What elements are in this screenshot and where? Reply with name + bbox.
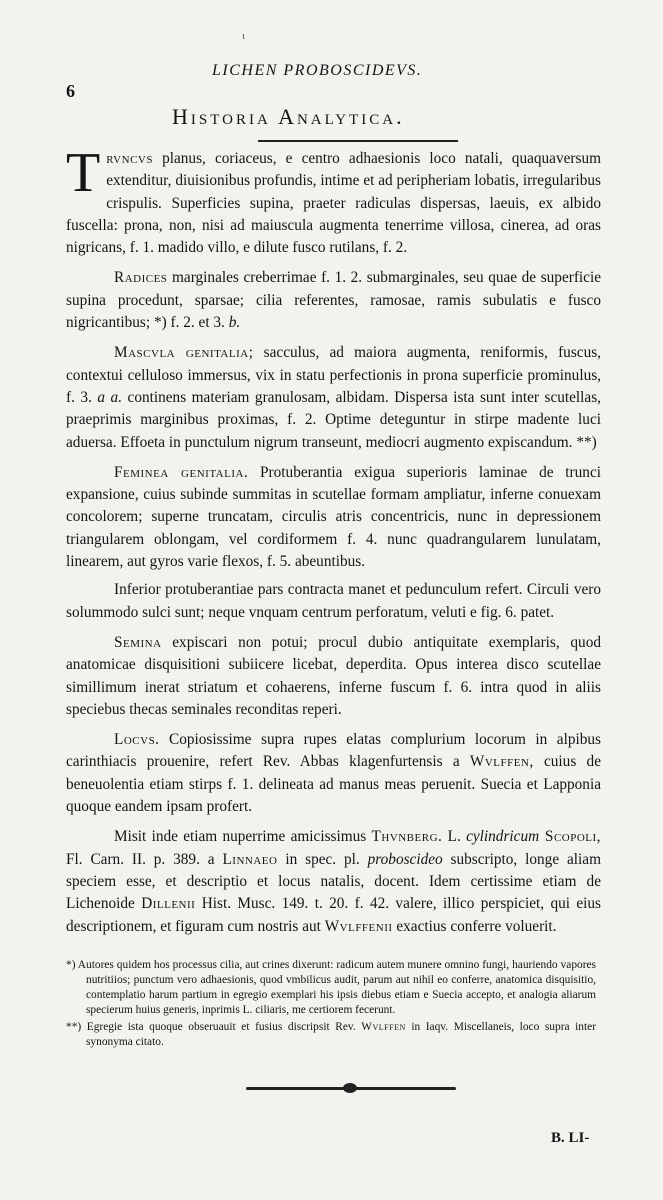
paragraph-radices: Radices marginales creberrimae f. 1. 2. submarginales, seu quae de superficie supina procedunt, sparsae; cilia referentes, ramosae, ramis subulatis e fusco nigricantibus; *) f. 2. et 3. b.	[66, 269, 601, 332]
section-title: Historia Analytica.	[172, 104, 405, 129]
main-text	[66, 142, 602, 938]
ornamental-rule	[246, 1083, 456, 1093]
footnote-1: *) Autores quidem hos processus cilia, aut crines dixerunt: radicum autem munere omnino fungi, hauriendo vapores nutritiios; punctum vero adhaesionis, quod vmbilicus audit, parum aut nihil eo conferre, anatomica disquisitio, contemplatio harum partium in egregio exemplari his ipsis diebus etiam e Suecia accepto, et analogia aliarum specierum huius generis, inprimis L. ciliaris, me certiorem fecerunt.	[66, 959, 596, 1016]
paragraph-mascula: Mascvla genitalia; sacculus, ad maiora augmenta, reniformis, fuscus, contextui celluloso immersus, vix in statu perfectionis in prona superficie prominulus, f. 3. a a. continens materiam granulosam, albidam. Dispersa ista sunt inter scutellas, praeprimis marginibus proximas, f. 2. Optime deteguntur in stirpe madente luci aduersa. Effoeta in punctulum nigrum transeunt, mediocri augmento expiscandum. **)	[66, 344, 602, 451]
footnotes	[66, 958, 596, 1052]
paragraph-misit: Misit inde etiam nuperrime amicissimus Thvnberg. L. cylindricum Scopoli, Fl. Carn. II. p. 389. a Linnaeo in spec. pl. proboscideo subscripto, longe aliam speciem esse, et descriptio et locus natalis, docent. Idem certissime etiam de Lichenoide Dillenii Hist. Musc. 149. t. 20. f. 42. valere, illico perspiciet, qui eius descriptionem, et figuram cum nostris aut Wvlffenii exactius conferre voluerit.	[66, 828, 601, 935]
title-rule	[258, 140, 458, 142]
catchword: B. LI-	[551, 1130, 590, 1146]
page-number: 6	[66, 81, 75, 101]
paragraph-locus: Locvs. Copiosissime supra rupes elatas complurium locorum in alpibus carinthiacis prouenire, refert Rev. Abbas klagenfurtensis a Wvlffen, cuius de beneuolentia etiam stirps f. 1. delineata ad manus meas peruenit. Suecia et Lapponia quoque eandem ipsam profert.	[66, 731, 601, 816]
paragraph-inferior: Inferior protuberantiae pars contracta manet et pedunculum refert. Circuli vero solummodo sulci sunt; neque vnquam centrum perforatum, veluti e fig. 6. patet.	[66, 581, 601, 621]
drop-cap: T	[66, 142, 101, 204]
paragraph-truncus: Trvncvs planus, coriaceus, e centro adhaesionis loco natali, quaquaversum extenditur, diuisionibus profundis, intime et ad peripheriam lobatis, irregularibus crispulis. Superficies supina, praeter radiculas dispersas, laeuis, ex albido fuscella: prona, non, nisi ad maiuscula augmenta tenerrime villosa, cinerea, ad oras nigricans, f. 1. madido villo, e dilute fusco rutilans, f. 2.	[66, 142, 601, 257]
paragraph-semina: Semina expiscari non potui; procul dubio antiquitate exemplaris, quod anatomicae disquisitioni subiicere licebat, deperdita. Opus interea disco scutellae simillimum inerat striatum et cohaerens, inferne fuscum f. 6. intra quod in aliis speciebus thecas seminales reconditas reperi.	[66, 633, 601, 718]
paragraph-feminea: Feminea genitalia. Protuberantia exigua superioris laminae de trunci expansione, cuius subinde summitas in scutellae formam ampliatur, inferne conuexam concolorem; superne truncatam, circulis atris concentricis, nunc in depressionem triangularem oblongam, vel cordiformem f. 4. nunc quadrangularem lunulatam, linearem, aut gyros varie flexos, f. 5. abeuntibus.	[66, 463, 601, 571]
stray-mark: ι	[242, 30, 245, 42]
running-title: LICHEN PROBOSCIDEVS.	[212, 62, 423, 79]
footnote-2: **) Egregie ista quoque obseruauit et fusius discripsit Rev. Wvlffen in Iaqv. Miscellaneis, loco supra inter synonyma citato.	[66, 1021, 596, 1048]
